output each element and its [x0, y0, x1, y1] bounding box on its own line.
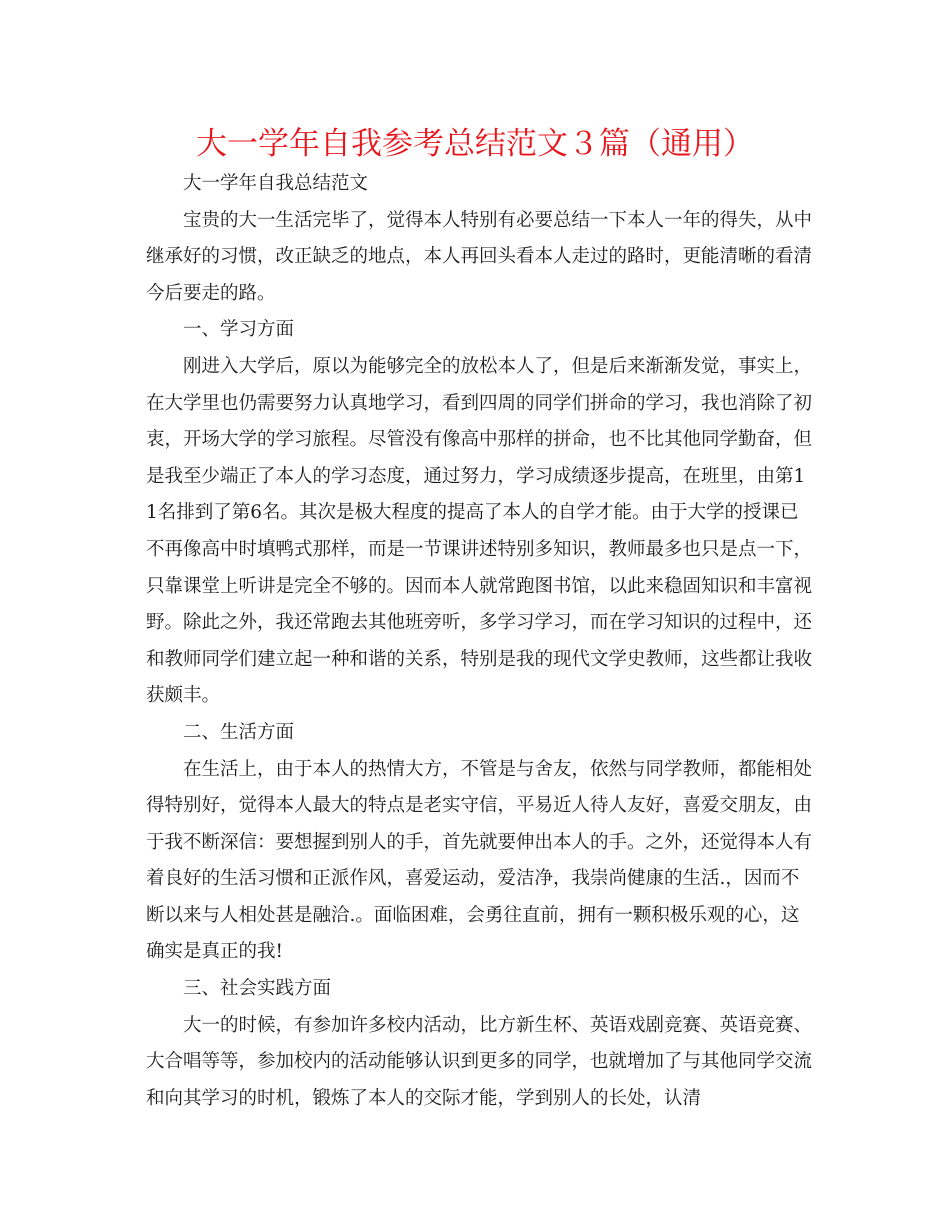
- document-title: 大一学年自我参考总结范文３篇（通用）: [196, 126, 754, 162]
- section-body-social-practice: 大一的时候，有参加许多校内活动，比方新生杯、英语戏剧竞赛、英语竞赛、大合唱等等，参加校内的活动能够认识到更多的同学，也就增加了与其他同学交流和向其学习的时机，锻炼了本人的交际才能，学到别人的长处，认清: [146, 1014, 813, 1109]
- section-body-study: 刚进入大学后，原以为能够完全的放松本人了，但是后来渐渐发觉，事实上，在大学里也仍需要努力认真地学习，看到四周的同学们拼命的学习，我也消除了初衷，开场大学的学习旅程。尽管没有像高中那样的拼命，也不比其他同学勤奋，但是我至少端正了本人的学习态度，通过努力，学习成绩逐步提高，在班里，由第11名排到了第6名。其次是极大程度的提高了本人的自学才能。由于大学的授课已不再像高中时填鸭式那样，而是一节课讲述特别多知识，教师最多也只是点一下，只靠课堂上听讲是完全不够的。因而本人就常跑图书馆，以此来稳固知识和丰富视野。除此之外，我还常跑去其他班旁听，多学习学习，而在学习知识的过程中，还和教师同学们建立起一种和谐的关系，特别是我的现代文学史教师，这些都让我收获颇丰。: [146, 355, 813, 707]
- section-heading-study: 一、学习方面: [183, 319, 295, 341]
- section-body-life: 在生活上，由于本人的热情大方，不管是与舍友，依然与同学教师，都能相处得特别好，觉得本人最大的特点是老实守信，平易近人待人友好，喜爱交朋友，由于我不断深信：要想握到别人的手，首先就要伸出本人的手。之外，还觉得本人有着良好的生活习惯和正派作风，喜爱运动，爱洁净，我崇尚健康的生活.，因而不断以来与人相处甚是融洽.。面临困难，会勇往直前，拥有一颗积极乐观的心，这确实是真正的我!: [146, 758, 813, 963]
- intro-paragraph: 宝贵的大一生活完毕了，觉得本人特别有必要总结一下本人一年的得失，从中继承好的习惯，改正缺乏的地点，本人再回头看本人走过的路时，更能清晰的看清今后要走的路。: [146, 209, 813, 304]
- document-body: [146, 166, 816, 1117]
- section-heading-life: 二、生活方面: [183, 721, 295, 743]
- section-heading-social-practice: 三、社会实践方面: [183, 978, 332, 1000]
- document-subtitle: 大一学年自我总结范文: [183, 173, 369, 194]
